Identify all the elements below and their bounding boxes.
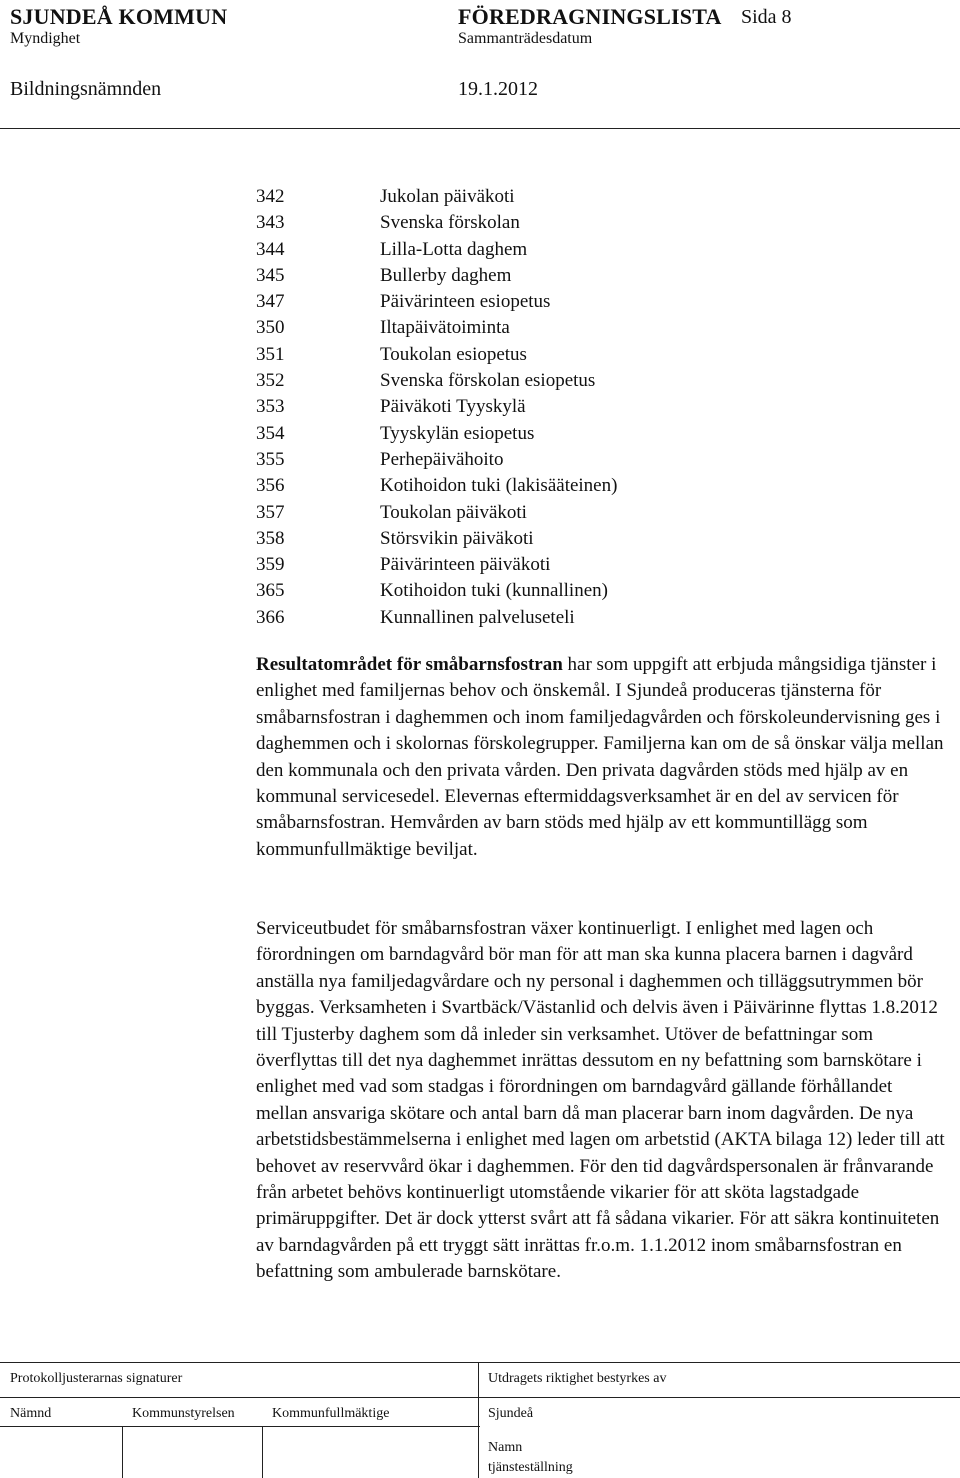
council-label: Kommunfullmäktige xyxy=(272,1406,390,1421)
paragraph-responsibilities xyxy=(256,652,948,863)
cost-center-name: Kotihoidon tuki (kunnallinen) xyxy=(380,580,608,602)
cost-center-name: Päiväkoti Tyyskylä xyxy=(380,396,526,418)
signature-box-divider-2 xyxy=(262,1426,263,1478)
list-item xyxy=(256,394,617,420)
cost-center-code: 366 xyxy=(256,606,285,628)
board-label: Kommunstyrelsen xyxy=(132,1406,235,1421)
footer-vertical-divider xyxy=(478,1362,479,1478)
page-number: Sida 8 xyxy=(741,6,792,28)
cost-center-code: 343 xyxy=(256,212,285,234)
municipality-name: SJUNDEÅ KOMMUN xyxy=(10,4,228,29)
cost-center-code: 347 xyxy=(256,291,285,313)
cost-center-code: 355 xyxy=(256,448,285,470)
list-item xyxy=(256,526,617,552)
list-item xyxy=(256,447,617,473)
footer-top-divider xyxy=(0,1362,960,1363)
list-item xyxy=(256,605,617,631)
cost-center-name: Lilla-Lotta daghem xyxy=(380,238,528,260)
cost-center-code: 350 xyxy=(256,317,285,339)
cost-center-name: Svenska förskolan xyxy=(380,212,520,234)
cost-center-name: Bullerby daghem xyxy=(380,264,512,286)
cost-center-name: Tyyskylän esiopetus xyxy=(380,422,535,444)
cost-center-name: Störsvikin päiväkoti xyxy=(380,527,534,549)
certified-label: Utdragets riktighet bestyrkes av xyxy=(488,1371,667,1386)
cost-center-code: 359 xyxy=(256,554,285,576)
cost-center-code: 345 xyxy=(256,264,285,286)
place-label: Sjundeå xyxy=(488,1406,534,1421)
cost-center-code: 354 xyxy=(256,422,285,444)
list-item xyxy=(256,578,617,604)
cost-center-code: 344 xyxy=(256,238,285,260)
paragraph-body: har som uppgift att erbjuda mångsidiga tjänster i enlighet med familjernas behov och önskemål. I Sjundeå produceras tjänsterna för småbarnsfostran i daghemmen och inom familjedagvården och förskoleundervisning ges i daghemmen och i skolornas förskolegrupper. Familjerna kan om de så önskar välja mellan den kommunala och den privata vården. Den privata dagvården stöds med hjälp av en kommunal servicesedel. Elevernas eftermiddagsverksamhet är en del av servicen för småbarnsfostran. Hemvården av barn stöds med hjälp av ett kommuntillägg som kommunfullmäktige beviljat. xyxy=(256,654,944,860)
cost-center-name: Jukolan päiväkoti xyxy=(380,186,515,207)
list-item xyxy=(256,473,617,499)
cost-center-code: 352 xyxy=(256,370,285,392)
cost-center-name: Iltapäivätoiminta xyxy=(380,317,510,339)
cost-center-name: Toukolan esiopetus xyxy=(380,343,527,365)
cost-center-name: Päivärinteen esiopetus xyxy=(380,291,551,313)
list-item xyxy=(256,500,617,526)
cost-center-code: 365 xyxy=(256,580,285,602)
cost-center-code: 358 xyxy=(256,527,285,549)
paragraph-service-growth: Serviceutbudet för småbarnsfostran växer kontinuerligt. I enlighet med lagen och förordningen om barndagvård bör man för att man ska kunna placera barnen i dagvård anställa nya familjedagvårdare och ny personal i daghemmen och tilläggsutrymmen bör byggas. Verksamheten i Svartbäck/Västanlid och delvis även i Päivärinne flyttas 1.8.2012 till Tjusterby daghem som då inleder sin verksamhet. Utöver de befattningar som överflyttas till det nya daghemmet inrättas dessutom en ny befattning som barnskötare i enlighet med vad som stadgas i förordningen om barndagvård gällande förhållandet mellan ansvariga skötare och antal barn då man placerar barn inom dagvården. De nya arbetstidsbestämmelserna i enlighet med lagen om arbetstid (AKTA bilaga 12) leder till att behovet av reservvård ökar i daghemmen. För den tid dagvårdspersonalen är frånvarande från arbetet behövs kontinuerligt utomstående vikarier för att sköta lagstadgade primäruppgifter. Det är dock ytterst svårt att få sådana vikarier. För att säkra kontinuiteten av barndagvården på ett tryggt sätt inrättas fr.o.m. 1.1.2012 inom småbarnsfostran en befattning som ambulerade barnskötare. xyxy=(256,918,945,1283)
cost-center-name: Päivärinteen päiväkoti xyxy=(380,554,551,576)
signature-box-divider-1 xyxy=(122,1426,123,1478)
list-item xyxy=(256,315,617,341)
list-item xyxy=(256,263,617,289)
document-title: FÖREDRAGNINGSLISTA xyxy=(458,4,722,29)
cost-center-name: Kotihoidon tuki (lakisääteinen) xyxy=(380,475,618,497)
cost-center-list xyxy=(256,184,617,631)
cost-center-code: 356 xyxy=(256,475,285,497)
cost-center-code: 357 xyxy=(256,501,285,523)
list-item xyxy=(256,552,617,578)
cost-center-code: 342 xyxy=(256,186,285,207)
meeting-date: 19.1.2012 xyxy=(458,78,538,100)
cost-center-name: Kunnallinen palveluseteli xyxy=(380,606,575,628)
name-label: Namn xyxy=(488,1440,523,1455)
header-divider xyxy=(0,128,960,129)
cost-center-code: 351 xyxy=(256,343,285,365)
meeting-date-label: Sammanträdesdatum xyxy=(458,30,593,47)
list-item xyxy=(256,342,617,368)
list-item xyxy=(256,237,617,263)
list-item xyxy=(256,368,617,394)
footer-mid-divider xyxy=(0,1397,960,1398)
list-item xyxy=(256,289,617,315)
paragraph-lead: Resultatområdet för småbarnsfostran xyxy=(256,654,563,675)
cost-center-name: Toukolan päiväkoti xyxy=(380,501,527,523)
list-item xyxy=(256,184,617,210)
authority-name: Bildningsnämnden xyxy=(10,78,162,100)
cost-center-code: 353 xyxy=(256,396,285,418)
signatures-label: Protokolljusterarnas signaturer xyxy=(10,1371,183,1386)
position-label: tjänsteställning xyxy=(488,1460,573,1475)
list-item xyxy=(256,210,617,236)
list-item xyxy=(256,421,617,447)
cost-center-name: Svenska förskolan esiopetus xyxy=(380,370,596,392)
footer-signature-divider xyxy=(0,1426,480,1427)
body-label: Nämnd xyxy=(10,1406,52,1421)
authority-label: Myndighet xyxy=(10,30,81,47)
cost-center-name: Perhepäivähoito xyxy=(380,448,504,470)
